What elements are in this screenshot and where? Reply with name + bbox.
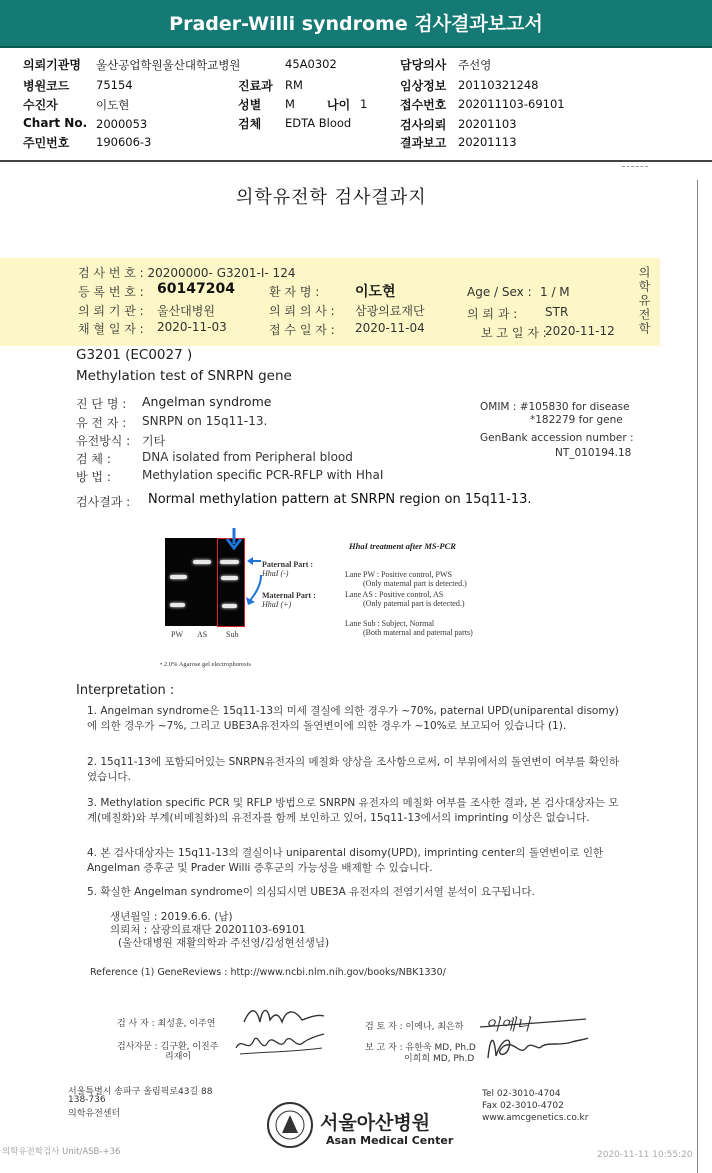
requester: 의뢰처 : 삼광의료재단 20201103-69101 — [110, 924, 306, 936]
reporter-2: 이희희 MD, Ph.D — [404, 1054, 475, 1064]
value-requesting-institution: 울산공업학원울산대학교병원 — [96, 58, 241, 72]
bottom-left-stamp: 의학유전학검사 Unit/ASB-+36 — [2, 1147, 121, 1157]
header-divider — [0, 160, 712, 162]
hospital-logo-icon — [266, 1101, 314, 1149]
label-specimen: 검체 — [238, 117, 262, 131]
value-collection-date: 2020-11-03 — [157, 320, 227, 334]
side-title: 의학유전학 — [637, 266, 651, 336]
requester-detail: (울산대병원 재활의학과 주선영/김성현선생님) — [118, 937, 330, 949]
label-clinical-info: 임상정보 — [400, 79, 447, 93]
lab-advisor-2: 리재이 — [165, 1052, 192, 1062]
reporter-signature-icon — [480, 1028, 590, 1066]
address-line-3: 의학유전센터 — [68, 1109, 121, 1119]
interpretation-item-2: 2. 15q11-13에 포함되어있는 SNRPN유전자의 메칠화 양상을 조사함으로써, 이 부위에서의 돌연변이 여부를 확인하였습니다. — [87, 756, 620, 783]
interpretation-item-3: 3. Methylation specific PCR 및 RFLP 방법으로 SNRPN 유전자의 메칠화 여부를 조사한 결과, 본 검사대상자는 모계(메칠화)와 부계(비메칠화)의 유전자를 함께 보인하고 있어, 15q11-13에서의 imprinting 이상은 없습니다. — [87, 797, 619, 824]
label-receipt-no: 접수번호 — [400, 98, 447, 112]
value-gene: SNRPN on 15q11-13. — [142, 414, 268, 428]
interpretation-item-4: 4. 본 검사대상자는 15q11-13의 결실이나 uniparental disomy(UPD), imprinting center의 돌연변이로 인한 Angelman 증후군 및 Prader Willi 증후군의 가능성을 배제할 수 있습니다. — [87, 847, 604, 874]
label-institution: 의 뢰 기 관 : — [78, 304, 144, 318]
value-hospital-code: 75154 — [96, 78, 133, 92]
paternal-part-label: Paternal Part : — [262, 560, 314, 569]
lab-advisor-label: 검사자문 : 김구환, 이진주 — [117, 1042, 219, 1052]
exam-number: 검 사 번 호 : 20200000- G3201-I- 124 — [78, 266, 296, 280]
value-sex: M — [285, 97, 295, 111]
value-sample: DNA isolated from Peripheral blood — [142, 450, 353, 464]
label-patient: 수진자 — [23, 98, 58, 112]
website: www.amcgenetics.co.kr — [482, 1113, 589, 1123]
label-requesting-institution: 의뢰기관명 — [23, 58, 81, 72]
reviewer-signature: 이예나 — [485, 1015, 532, 1034]
report-title: 의학유전학 검사결과지 — [236, 187, 427, 208]
label-method: 방 법 : — [76, 470, 111, 484]
value-report-date: 2020-11-12 — [545, 324, 615, 338]
tester-label: 검 사 자 : 최성훈, 이주연 — [117, 1019, 216, 1029]
gel-band — [170, 575, 187, 579]
legend-line: (Only maternal part is detected.) — [363, 579, 467, 588]
reference: Reference (1) GeneReviews : http://www.ncbi.nlm.nih.gov/books/NBK1330/ — [90, 967, 446, 978]
value-resident-no: 190606-3 — [96, 135, 152, 149]
value-age-sex: 1 / M — [540, 285, 570, 299]
figure-heading: HhaI treatment after MS-PCR — [349, 541, 456, 551]
interpretation-title: Interpretation : — [76, 683, 175, 698]
label-patient-name: 환 자 명 : — [269, 285, 320, 299]
value-method: Methylation specific PCR-RFLP with HhaI — [142, 468, 384, 482]
value-inheritance: 기타 — [142, 434, 166, 448]
lane-label-as: AS — [197, 630, 208, 639]
tel: Tel 02-3010-4704 — [482, 1089, 561, 1099]
legend-line: Lane PW : Positive control, PWS — [345, 570, 452, 579]
scan-mark — [622, 166, 648, 169]
value-patient: 이도현 — [96, 98, 130, 112]
genbank-number: NT_010194.18 — [555, 447, 632, 459]
legend-line: (Both maternal and paternal parts) — [363, 628, 473, 637]
value-reg-no: 60147204 — [157, 281, 235, 297]
label-report-date: 보 고 일 자 : — [481, 326, 547, 340]
label-requesting-dept: 의 뢰 과 : — [467, 307, 518, 321]
legend-line: Lane AS : Positive control, AS — [345, 590, 444, 599]
value-patient-name: 이도현 — [355, 284, 396, 300]
hospital-name-ko: 서울아산병원 — [320, 1112, 431, 1134]
label-doctor: 담당의사 — [400, 58, 447, 72]
reporter-label: 보 고 자 : 유한욱 MD, Ph.D — [365, 1043, 476, 1053]
label-inheritance: 유전방식 : — [76, 434, 131, 448]
fax: Fax 02-3010-4702 — [482, 1101, 564, 1111]
value-result-report: 20201113 — [458, 135, 517, 149]
value-institution-code: 45A0302 — [285, 57, 337, 71]
down-arrow-icon — [222, 526, 246, 552]
value-doctor: 주선영 — [458, 58, 492, 72]
value-result: Normal methylation pattern at SNRPN region on 15q11-13. — [148, 492, 532, 507]
label-chart-no: Chart No. — [23, 116, 88, 130]
value-department: RM — [285, 78, 303, 92]
maternal-part-label: Maternal Part : — [262, 591, 316, 600]
label-sex: 성별 — [238, 98, 262, 112]
label-requesting-doctor: 의 뢰 의 사 : — [269, 304, 335, 318]
label-hospital-code: 병원코드 — [23, 79, 70, 93]
omim-disease: OMIM : #105830 for disease — [480, 401, 630, 413]
report-banner-title: Prader-Willi syndrome 검사결과보고서 — [0, 0, 712, 48]
genbank-label: GenBank accession number : — [480, 432, 634, 444]
label-resident-no: 주민번호 — [23, 136, 70, 150]
gel-band — [193, 560, 211, 564]
value-chart-no: 2000053 — [96, 117, 148, 131]
advisor-signature-icon — [232, 1028, 327, 1058]
bottom-right-timestamp: 2020-11-11 10:55:20 — [597, 1150, 693, 1160]
legend-line: (Only paternal part is detected.) — [363, 599, 465, 608]
lane-label-sub: Sub — [226, 630, 239, 639]
label-department: 진료과 — [238, 79, 273, 93]
value-requesting-doctor: 삼광의료재단 — [355, 304, 425, 318]
label-age: 나이 — [327, 98, 351, 112]
gel-band — [170, 603, 185, 607]
value-age: 1 — [360, 97, 368, 111]
label-result: 검사결과 : — [76, 495, 131, 509]
value-diagnosis: Angelman syndrome — [142, 394, 272, 409]
address-line-2: 138-736 — [68, 1095, 106, 1105]
label-diagnosis: 진 단 명 : — [76, 397, 127, 411]
label-reg-no: 등 록 번 호 : — [78, 285, 144, 299]
legend-line: Lane Sub : Subject, Normal — [345, 619, 435, 628]
value-clinical-info: 20110321248 — [458, 78, 539, 92]
label-receipt-date: 접 수 일 자 : — [269, 323, 335, 337]
reviewer-label: 검 토 자 : 이예나, 최은하 — [365, 1022, 464, 1032]
address-line-1: 서울특별시 송파구 올림픽로43길 88 — [68, 1087, 213, 1097]
label-age-sex: Age / Sex : — [467, 285, 532, 299]
paternal-arrow-icon — [245, 556, 263, 566]
label-test-request: 검사의뢰 — [400, 118, 447, 132]
interpretation-item-1: 1. Angelman syndrome은 15q11-13의 미세 결실에 의한 경우가 ~70%, paternal UPD(uniparental disomy)에 의한 경우가 ~7%, 그리고 UBE3A유전자의 돌연변이에 의한 경우가 ~10%로 보고되어 있습니다 (1). — [87, 705, 619, 732]
test-code: G3201 (EC0027 ) — [76, 347, 193, 363]
label-collection-date: 채 혈 일 자 : — [78, 322, 144, 336]
hospital-name-en: Asan Medical Center — [326, 1134, 454, 1147]
birth-date: 생년월일 : 2019.6.6. (남) — [110, 911, 233, 923]
label-gene: 유 전 자 : — [76, 416, 127, 430]
label-result-report: 결과보고 — [400, 136, 447, 150]
value-test-request: 20201103 — [458, 117, 517, 131]
paternal-part-enzyme: HhaI (-) — [262, 569, 289, 578]
value-specimen: EDTA Blood — [285, 116, 352, 130]
value-receipt-date: 2020-11-04 — [355, 321, 425, 335]
omim-gene: *182279 for gene — [530, 414, 623, 426]
maternal-part-enzyme: HhaI (+) — [262, 600, 292, 609]
interpretation-item-5: 5. 확실한 Angelman syndrome이 의심되시면 UBE3A 유전자의 전염기서열 분석이 요구됩니다. — [87, 886, 535, 898]
lane-label-pw: PW — [171, 630, 183, 639]
value-receipt-no: 202011103-69101 — [458, 97, 565, 111]
value-requesting-dept: STR — [545, 305, 569, 319]
label-sample: 검 체 : — [76, 452, 111, 466]
scan-edge — [697, 180, 712, 1173]
gel-note: • 2.0% Agarose gel electrophoresis — [160, 661, 251, 668]
test-name: Methylation test of SNRPN gene — [76, 368, 292, 384]
value-institution: 울산대병원 — [157, 304, 215, 318]
